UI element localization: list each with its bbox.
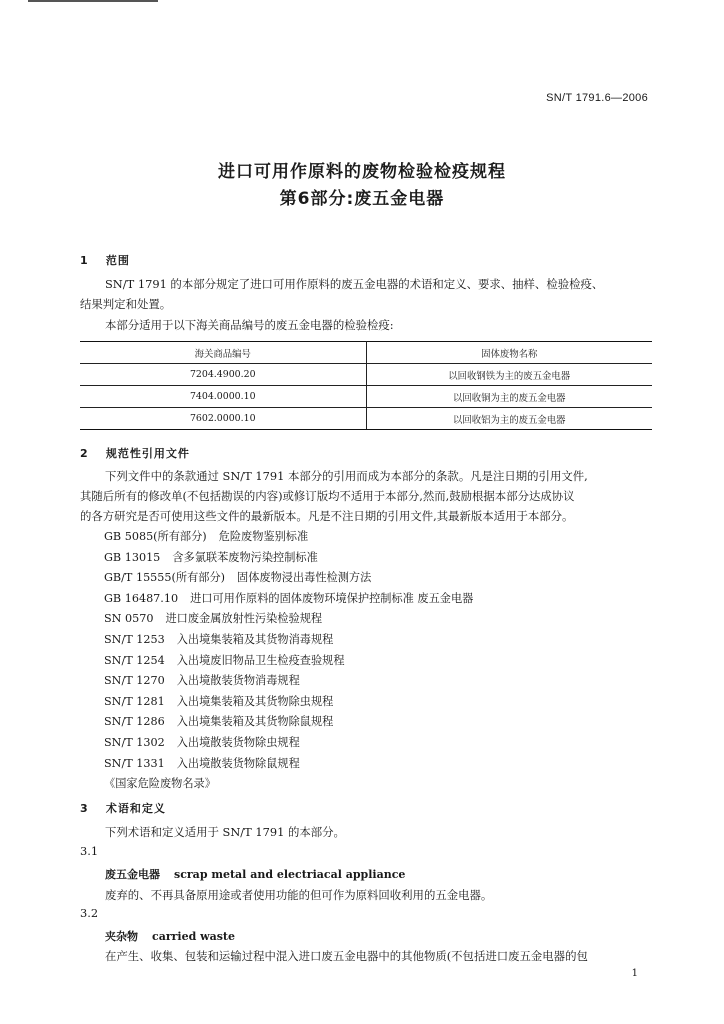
reference-item <box>104 734 473 755</box>
reference-name: 入出境废旧物品卫生检疫查验规程 <box>176 653 345 667</box>
section-number: 1 <box>80 254 88 267</box>
term-zh: 夹杂物 <box>105 930 138 943</box>
term-number: 3.2 <box>80 906 99 920</box>
reference-name: 入出境散装货物除虫规程 <box>176 735 300 749</box>
section-1-heading <box>80 252 130 268</box>
table-header-row <box>80 342 652 364</box>
table-header-cell: 海关商品编号 <box>80 342 366 364</box>
references-paragraph-line: 的各方研究是否可使用这些文件的最新版本。凡是不注日期的引用文件,其最新版本适用于本部分。 <box>80 509 574 523</box>
top-rule <box>28 0 158 2</box>
reference-code: GB 16487.10 <box>104 591 179 605</box>
section-title: 规范性引用文件 <box>105 447 190 460</box>
reference-code: SN/T 1254 <box>104 653 165 667</box>
table-cell-code: 7204.4900.20 <box>80 364 366 386</box>
reference-name: 固体废物浸出毒性检测方法 <box>237 571 372 585</box>
document-title: 进口可用作原料的废物检验检疫规程 <box>218 162 506 182</box>
reference-item <box>104 755 473 776</box>
table-cell-code: 7602.0000.10 <box>80 408 366 430</box>
table-cell-name: 以回收铜为主的废五金电器 <box>366 386 652 408</box>
customs-code-table <box>80 341 652 430</box>
reference-code: SN/T 1331 <box>104 756 165 770</box>
section-number: 2 <box>80 447 88 460</box>
references-paragraph-line: 下列文件中的条款通过 SN/T 1791 本部分的引用而成为本部分的条款。凡是注日期的引用文件, <box>105 469 588 483</box>
reference-item <box>104 775 473 796</box>
term-en: carried waste <box>152 930 235 943</box>
reference-name: 入出境散装货物除鼠规程 <box>176 756 300 770</box>
table-cell-name: 以回收钢铁为主的废五金电器 <box>366 364 652 386</box>
reference-name: 入出境散装货物消毒规程 <box>176 674 300 688</box>
reference-item <box>104 610 473 631</box>
reference-name: 入出境集装箱及其货物消毒规程 <box>176 632 334 646</box>
reference-item <box>104 713 473 734</box>
reference-code: GB 13015 <box>104 550 161 564</box>
section-3-heading <box>80 800 166 816</box>
document-subtitle: 第6部分:废五金电器 <box>279 189 445 209</box>
term-number: 3.1 <box>80 844 99 858</box>
section-number: 3 <box>80 802 88 815</box>
section-title: 术语和定义 <box>105 802 166 815</box>
reference-code: SN/T 1302 <box>104 735 165 749</box>
term-definition: 废弃的、不再具备原用途或者使用功能的但可作为原料回收利用的五金电器。 <box>105 888 493 902</box>
reference-name: 危险废物鉴别标准 <box>218 530 309 543</box>
standard-code: SN/T 1791.6—2006 <box>546 92 648 104</box>
table-header-cell: 固体废物名称 <box>366 342 652 364</box>
reference-item <box>104 590 473 611</box>
reference-code: SN 0570 <box>104 612 154 626</box>
reference-item <box>104 672 473 693</box>
reference-name: 含多氯联苯废物污染控制标准 <box>172 550 318 564</box>
table-row <box>80 386 652 408</box>
term-zh: 废五金电器 <box>105 868 160 881</box>
reference-name: 进口废金属放射性污染检验规程 <box>165 612 323 626</box>
reference-item <box>104 693 473 714</box>
reference-name: 入出境集装箱及其货物除鼠规程 <box>176 715 334 729</box>
table-row <box>80 408 652 430</box>
term-heading <box>105 864 405 885</box>
table-row <box>80 364 652 386</box>
scope-applicability: 本部分适用于以下海关商品编号的废五金电器的检验检疫: <box>105 318 394 332</box>
reference-name: 入出境集装箱及其货物除虫规程 <box>176 694 334 708</box>
scope-paragraph-line: 结果判定和处置。 <box>80 297 172 311</box>
section-2-heading <box>80 445 190 461</box>
reference-code: SN/T 1270 <box>104 674 165 688</box>
table-cell-name: 以回收铝为主的废五金电器 <box>366 408 652 430</box>
reference-name: 进口可用作原料的固体废物环境保护控制标准 废五金电器 <box>190 591 474 605</box>
term-en: scrap metal and electriacal appliance <box>174 868 406 881</box>
page-number: 1 <box>631 968 638 979</box>
term-definition: 在产生、收集、包装和运输过程中混入进口废五金电器中的其他物质(不包括进口废五金电器的包 <box>105 949 588 963</box>
scope-paragraph-line: SN/T 1791 的本部分规定了进口可用作原料的废五金电器的术语和定义、要求、抽样、检验检疫、 <box>105 277 604 291</box>
reference-item <box>104 549 473 570</box>
reference-code: GB/T 15555(所有部分) <box>104 571 226 585</box>
reference-code: GB 5085(所有部分) <box>104 530 207 543</box>
table-cell-code: 7404.0000.10 <box>80 386 366 408</box>
reference-item <box>104 652 473 673</box>
reference-code: 《国家危险废物名录》 <box>104 777 216 791</box>
reference-item <box>104 569 473 590</box>
references-paragraph-line: 其随后所有的修改单(不包括勘误的内容)或修订版均不适用于本部分,然而,鼓励根据本部分达成协议 <box>80 489 575 503</box>
term-heading <box>105 926 235 947</box>
reference-list <box>104 528 473 796</box>
reference-code: SN/T 1253 <box>104 632 165 646</box>
section-title: 范围 <box>105 254 130 267</box>
terms-intro: 下列术语和定义适用于 SN/T 1791 的本部分。 <box>105 825 345 839</box>
reference-code: SN/T 1281 <box>104 694 165 708</box>
reference-item <box>104 631 473 652</box>
reference-code: SN/T 1286 <box>104 715 165 729</box>
reference-item <box>104 528 473 549</box>
